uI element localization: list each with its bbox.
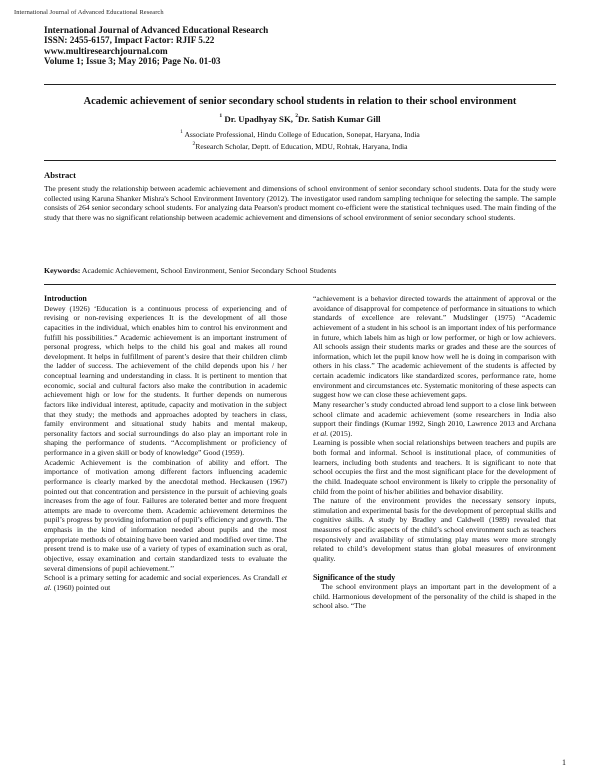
intro-paragraph-1: Dewey (1926) ‘Education is a continuous process of experiencing and of revising or non-revising experiences It is the development of all those capacities in the individual, which enables him to control his environment and fulfill his possibilities.” Academic achievement is an important instrument of personal progress, which helps to the child his goal and makes all round development. It helps in fulfillment of parent’s desire that their children climb the ladder of success. The achievement of the child depends upon his / her conceptual learning and understanding in class. It is pertinent to mention that economic, social and cultural factors also make the contribution in academic achievement high or low for the students. It further depends on numerous factors like individual interest, aptitude, capacity and motivation in the subject that they study; the methods and approaches adopted by teachers in class, family environment and situational study habits and mental makeup, personality factors and social surroundings do also play an important role in shaping the performance of students. “Accomplishment or proficiency of performance in a given skill or body of knowledge” Good (1959). (44, 303, 287, 457)
abstract-top-rule (44, 160, 556, 161)
abstract-heading: Abstract (44, 170, 76, 180)
affiliation2-text: Research Scholar, Deptt. of Education, MDU, Rohtak, Haryana, India (195, 142, 408, 151)
author1: Dr. Upadhyay SK, (224, 114, 293, 124)
affiliation-1 (44, 130, 556, 139)
introduction-heading: Introduction (44, 294, 87, 303)
right-paragraph-4: The nature of the environment provides the necessary sensory inputs, stimulation and experimental basis for the development of perceptual skills and cognitive skills. A study by Bradley and Caldwell (1989) revealed that measures of specific aspects of the child’s school environment such as teachers responsively and availability of stimulating play mates were more strongly related to child’s development status than global measures of environment quality. (313, 496, 556, 563)
header-rule (44, 84, 556, 85)
page-number: 1 (562, 758, 566, 767)
authors (44, 114, 556, 124)
journal-issn: ISSN: 2455-6157, Impact Factor: RJIF 5.22 (44, 35, 215, 46)
p3-etal: et al. (44, 573, 287, 592)
journal-info (44, 25, 268, 67)
intro-paragraph-3 (44, 573, 287, 592)
significance-heading: Significance of the study (313, 572, 396, 582)
intro-paragraph-2: Academic Achievement is the combination of ability and effort. The importance of motivation among different factors influencing academic performance is clearly marked by the anecdotal method. Heckausen (1967) pointed out that concentration and persistence in the pursuit of achieving goals increases from the age of four. Failures are tolerated better and more frequent attempts are made to overcome them. Academic achievement determines the pupil’s progress by providing information of pupil’s efficiency and growth. The emphasis in the kind of information needed about pupils and the most appropriate methods of obtaining have been varied and modified over time. The present trend is to make use of a variety of types of examination such as oral, objective, essay examination and certain standardized tests to evaluate the several dimensions of pupil achievement.’’ (44, 457, 287, 573)
abstract-text: The present study the relationship between academic achievement and dimensions of school environment of senior secondary school students. Data for the study were collected using Karuna Shanker Mishra's School Environment Inventory (2012). The investigator used random sampling technique for selecting the sample. The sample consists of 264 senior secondary school students. For analyzing data Pearson's product moment co-efficient were the statistical techniques used. The main finding of the study that there was no significant relationship between academic achievement and dimensions of school environment of senior secondary school students. (44, 184, 556, 222)
p3-text-a: School is a primary setting for academic and social experiences. As Crandall (44, 573, 282, 583)
author2: Dr. Satish Kumar Gill (298, 114, 381, 124)
right-paragraph-1: “achievement is a behavior directed towards the attainment of approval or the avoidance of disapproval for competence of performance in situations to which standards of excellence are relevant.” Mudslinger (1975) “Academic achievement of a student in his school is an important index of his performance in future, which labels him as high or low performer, or high or low achievers. All schools assign their students marks or grades and these are the sources of information, which let the pupil know how well he is doing in comparison with others in his class.” The academic achievement of the students is affected by certain academic indicators like standardized scores, performance rate, home environment and circumstances etc. Systematic monitoring of these aspects can suggest how we can close these achievement gaps. (313, 294, 556, 400)
spacer (313, 564, 556, 573)
right-column (313, 294, 556, 611)
rp2-etal: et al. (313, 428, 329, 438)
significance-paragraph: The school environment plays an important part in the development of a child. Harmonious development of the personality of the child is shaped in the school also. “The (313, 582, 556, 611)
rp2-text-b: (2015). (328, 428, 353, 438)
left-column (44, 294, 287, 592)
affiliation-2 (44, 142, 556, 151)
keywords-text: Academic Achievement, School Environment, Senior Secondary School Students (81, 266, 337, 275)
right-paragraph-2 (313, 400, 556, 439)
rp2-text-a: Many researcher’s study conducted abroad lend support to a close link between school climate and academic achievement (some researchers in India also support their findings (Kumar 1992, Singh 2010, Lawrence 2013 and Archana (313, 399, 556, 429)
keywords-label: Keywords: (44, 266, 81, 275)
author1-sup: 1 (219, 113, 223, 119)
affiliation1-text: Associate Professional, Hindu College of Education, Sonepat, Haryana, India (184, 130, 420, 139)
affiliation1-sup: 1 (180, 129, 183, 135)
right-paragraph-3: Learning is possible when social relationships between teachers and pupils are both formal and informal. School is institutional place, of communities of learners, including both students and teachers. It is significant to note that school occupies the first and the most significant place for the development of the child. Inadequate school environment is likely to cripple the personality of child from the point of his/her abilities and behavior disability. (313, 438, 556, 496)
abstract-bottom-rule (44, 284, 556, 285)
journal-website: www.multiresearchjournal.com (44, 45, 168, 56)
running-head: International Journal of Advanced Educational Research (14, 9, 164, 16)
article-title: Academic achievement of senior secondary school students in relation to their school environment (83, 96, 517, 107)
p3-text-b: (1960) pointed out (51, 582, 111, 592)
author2-sup: 2 (295, 113, 298, 119)
keywords (44, 266, 336, 275)
journal-name: International Journal of Advanced Educational Research (44, 25, 269, 35)
affiliation2-sup: 2 (192, 141, 196, 147)
journal-volume: Volume 1; Issue 3; May 2016; Page No. 01-03 (44, 56, 221, 67)
